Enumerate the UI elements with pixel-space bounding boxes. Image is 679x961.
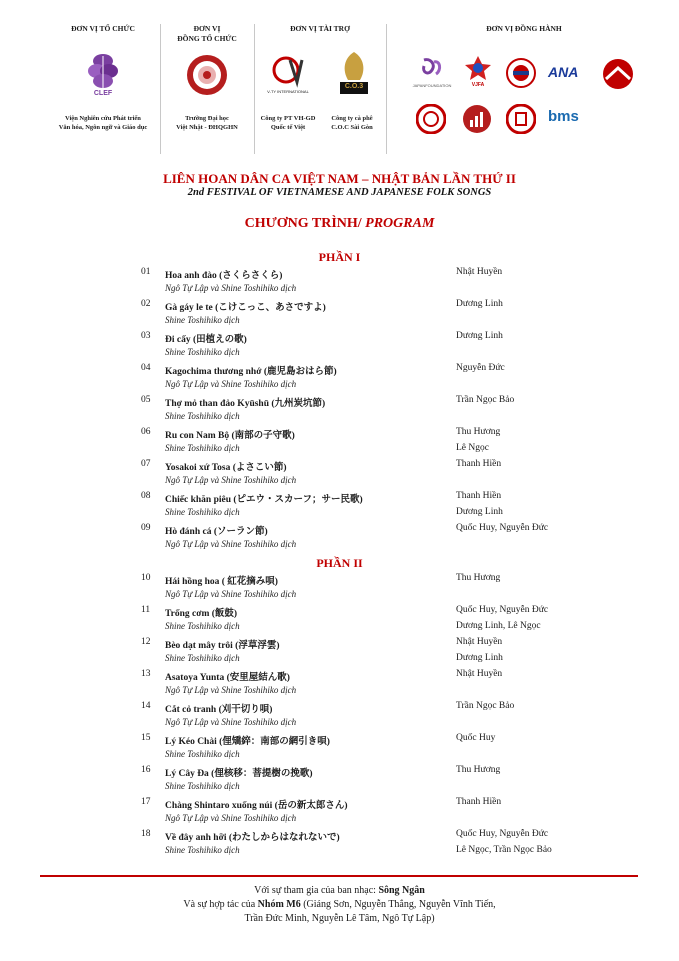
co-organizer-caption: Trường Đại học Việt Nhật - ĐHQGHN: [176, 115, 238, 131]
program-item: [0, 829, 679, 861]
song-title: Bèo dạt mây trôi (浮草浮雲): [165, 641, 280, 651]
program-item: [0, 395, 679, 427]
item-number: 17: [141, 797, 151, 807]
program-item: [0, 363, 679, 395]
companion-column: [388, 24, 660, 154]
song-title: Hoa anh đào (さくらさくら): [165, 271, 283, 281]
song-title: Về đây anh hỡi (わたしからはなれないで): [165, 833, 340, 843]
item-number: 02: [141, 299, 151, 309]
red-mountain-logo: [602, 58, 634, 90]
organizer-caption: Viện Nghiên cứu Phát triển Văn hóa, Ngôn ngữ và Giáo dục: [58, 115, 148, 131]
song-title: Yosakoi xứ Tosa (よさこい節): [165, 463, 287, 473]
item-number: 12: [141, 637, 151, 647]
companion-title: ĐƠN VỊ ĐỒNG HÀNH: [486, 24, 562, 33]
song-title: Asatoya Yunta (安里屋結ん歌): [165, 673, 290, 683]
item-number: 08: [141, 491, 151, 501]
performer: Thu Hương: [456, 765, 501, 775]
vty-logo-subtext: V-TY INTERNATIONAL: [267, 89, 309, 94]
bms-logo: [548, 108, 590, 132]
song-title: Hò đánh cá (ソーラン節): [165, 527, 268, 537]
performer-secondary: Dương Linh: [456, 507, 503, 517]
performer: Quốc Huy: [456, 733, 496, 743]
translator: Shine Toshihiko dịch: [165, 845, 240, 855]
song-title: Kagochima thương nhớ (鹿児島おはら節): [165, 367, 337, 377]
translator: Ngô Tự Lập và Shine Toshihiko dịch: [165, 539, 297, 549]
festival-title-en: 2nd FESTIVAL OF VIETNAMESE AND JAPANESE FOLK SONGS: [187, 187, 492, 198]
item-number: 18: [141, 829, 151, 839]
sponsor-title: ĐƠN VỊ TÀI TRỢ: [290, 24, 350, 33]
translator: Ngô Tự Lập và Shine Toshihiko dịch: [165, 475, 297, 485]
co-organizer-column: [162, 24, 252, 154]
song-title: Đi cấy (田植えの歌): [165, 335, 247, 345]
sponsor-header: [48, 24, 660, 154]
program-title: CHƯƠNG TRÌNH/ PROGRAM: [244, 216, 435, 231]
ana-text: ANA: [548, 64, 579, 80]
performer-secondary: Lê Ngọc, Trần Ngọc Bảo: [456, 845, 552, 855]
program-item: [0, 331, 679, 363]
coc-logo-text: C.O.3: [344, 83, 364, 90]
song-title: Chiếc khăn piêu (ピエウ・スカーフ；サー民歌): [165, 495, 363, 505]
program-item: [0, 733, 679, 765]
song-title: Trống cơm (飯鼓): [165, 609, 238, 619]
bar-chart-logo: [462, 104, 492, 134]
performer: Thu Hương: [456, 427, 501, 437]
performer: Quốc Huy, Nguyễn Đức: [456, 523, 549, 533]
translator: Shine Toshihiko dịch: [165, 621, 240, 631]
performer: Dương Linh: [456, 331, 503, 341]
item-number: 13: [141, 669, 151, 679]
circle-seal-logo: [506, 58, 536, 88]
translator: Shine Toshihiko dịch: [165, 347, 240, 357]
japan-foundation-logo: [414, 56, 450, 92]
clef-logo-text: CLEF: [93, 90, 113, 97]
performer: Thu Hương: [456, 573, 501, 583]
organizer-title: ĐƠN VỊ TỔ CHỨC: [71, 24, 135, 33]
song-title: Ru con Nam Bộ (南部の子守歌): [165, 431, 295, 441]
divider: [254, 24, 255, 154]
translator: Ngô Tự Lập và Shine Toshihiko dịch: [165, 589, 297, 599]
song-title: Thợ mỏ than đảo Kyūshū (九州炭坑節): [165, 399, 326, 409]
translator: Shine Toshihiko dịch: [165, 781, 240, 791]
performer: Trần Ngọc Bảo: [456, 395, 515, 405]
item-number: 05: [141, 395, 151, 405]
round-seal-logo-1: [416, 104, 446, 134]
program-item: [0, 701, 679, 733]
program-item: [0, 491, 679, 523]
performer: Quốc Huy, Nguyễn Đức: [456, 829, 549, 839]
performer: Dương Linh: [456, 299, 503, 309]
song-title: Gà gáy le te (こけこっこ、あさですよ): [165, 303, 326, 313]
round-seal-logo-2: [506, 104, 536, 134]
translator: Ngô Tự Lập và Shine Toshihiko dịch: [165, 717, 297, 727]
performer: Nhật Huyền: [456, 267, 503, 277]
clef-logo: [86, 52, 120, 102]
translator: Shine Toshihiko dịch: [165, 507, 240, 517]
performer: Nguyễn Đức: [456, 363, 505, 373]
sponsor-column: [256, 24, 384, 154]
translator: Ngô Tự Lập và Shine Toshihiko dịch: [165, 379, 297, 389]
vju-seal-logo: [186, 54, 228, 96]
coc-logo: [338, 50, 370, 100]
performer: Thanh Hiền: [456, 797, 502, 807]
program-item: [0, 637, 679, 669]
program-item: [0, 523, 679, 555]
performer: Thanh Hiền: [456, 491, 502, 501]
item-number: 01: [141, 267, 151, 277]
translator: Shine Toshihiko dịch: [165, 411, 240, 421]
program-item: [0, 605, 679, 637]
vjfa-logo: [460, 54, 496, 90]
program-item: [0, 669, 679, 701]
item-number: 04: [141, 363, 151, 373]
item-number: 10: [141, 573, 151, 583]
program-item: [0, 299, 679, 331]
program-item: [0, 797, 679, 829]
program-item: [0, 765, 679, 797]
song-title: Hái hồng hoa ( 紅花摘み唄): [165, 577, 278, 587]
organizer-column: [48, 24, 158, 154]
song-title: Chàng Shintaro xuống núi (岳の新太郎さん): [165, 801, 348, 811]
sponsor-caption-2: Công ty cà phê C.O.C Sài Gòn: [331, 115, 373, 131]
translator: Shine Toshihiko dịch: [165, 653, 240, 663]
item-number: 11: [141, 605, 151, 615]
vjfa-text: VJFA: [471, 82, 485, 88]
song-title: Cắt cỏ tranh (刈干切り唄): [165, 705, 273, 715]
item-number: 03: [141, 331, 151, 341]
translator: Shine Toshihiko dịch: [165, 749, 240, 759]
festival-title-vi: LIÊN HOAN DÂN CA VIỆT NAM – NHẬT BẢN LẦN THỨ II: [163, 171, 516, 186]
translator: Ngô Tự Lập và Shine Toshihiko dịch: [165, 283, 297, 293]
part-1-heading: PHẦN I: [318, 250, 361, 264]
footer-group-line: Và sự hợp tác của Nhóm M6 (Giáng Sơn, Nguyễn Thắng, Nguyễn Vĩnh Tiến,: [183, 899, 496, 910]
co-organizer-title: ĐƠN VỊ ĐỒNG TỔ CHỨC: [177, 24, 237, 43]
song-title: Lý Cây Đa (俚核移：菩提樹の挽歌): [165, 769, 313, 779]
ana-logo: [548, 64, 588, 82]
item-number: 09: [141, 523, 151, 533]
item-number: 16: [141, 765, 151, 775]
performer: Trần Ngọc Bảo: [456, 701, 515, 711]
divider: [160, 24, 161, 154]
translator: Shine Toshihiko dịch: [165, 315, 240, 325]
performer: Nhật Huyền: [456, 637, 503, 647]
performer-secondary: Dương Linh, Lê Ngọc: [456, 621, 541, 631]
item-number: 15: [141, 733, 151, 743]
program-item: [0, 427, 679, 459]
program-item: [0, 573, 679, 605]
translator: Ngô Tự Lập và Shine Toshihiko dịch: [165, 813, 297, 823]
sponsor-caption-1: Công ty PT VH-GD Quốc tế Việt: [260, 115, 316, 131]
footer-members-line: Trần Đức Minh, Nguyễn Lê Tâm, Ngô Tự Lập): [244, 913, 435, 924]
program-item: [0, 267, 679, 299]
item-number: 14: [141, 701, 151, 711]
translator: Shine Toshihiko dịch: [165, 443, 240, 453]
bms-text: bms: [548, 108, 579, 125]
performer-secondary: Dương Linh: [456, 653, 503, 663]
program-item: [0, 459, 679, 491]
performer: Quốc Huy, Nguyễn Đức: [456, 605, 549, 615]
song-title: Lý Kéo Chài (俚矯綷：南部の網引き唄): [165, 737, 330, 747]
part-2-heading: PHẦN II: [316, 556, 363, 570]
performer: Nhật Huyền: [456, 669, 503, 679]
footer-band-line: Với sự tham gia của ban nhạc: Sông Ngân: [254, 885, 425, 896]
vty-logo: [267, 54, 309, 98]
item-number: 06: [141, 427, 151, 437]
translator: Ngô Tự Lập và Shine Toshihiko dịch: [165, 685, 297, 695]
performer-secondary: Lê Ngọc: [456, 443, 489, 453]
item-number: 07: [141, 459, 151, 469]
divider: [386, 24, 387, 154]
performer: Thanh Hiền: [456, 459, 502, 469]
japan-foundation-text: JAPANFOUNDATION: [412, 83, 452, 88]
footer-rule: [40, 875, 638, 877]
